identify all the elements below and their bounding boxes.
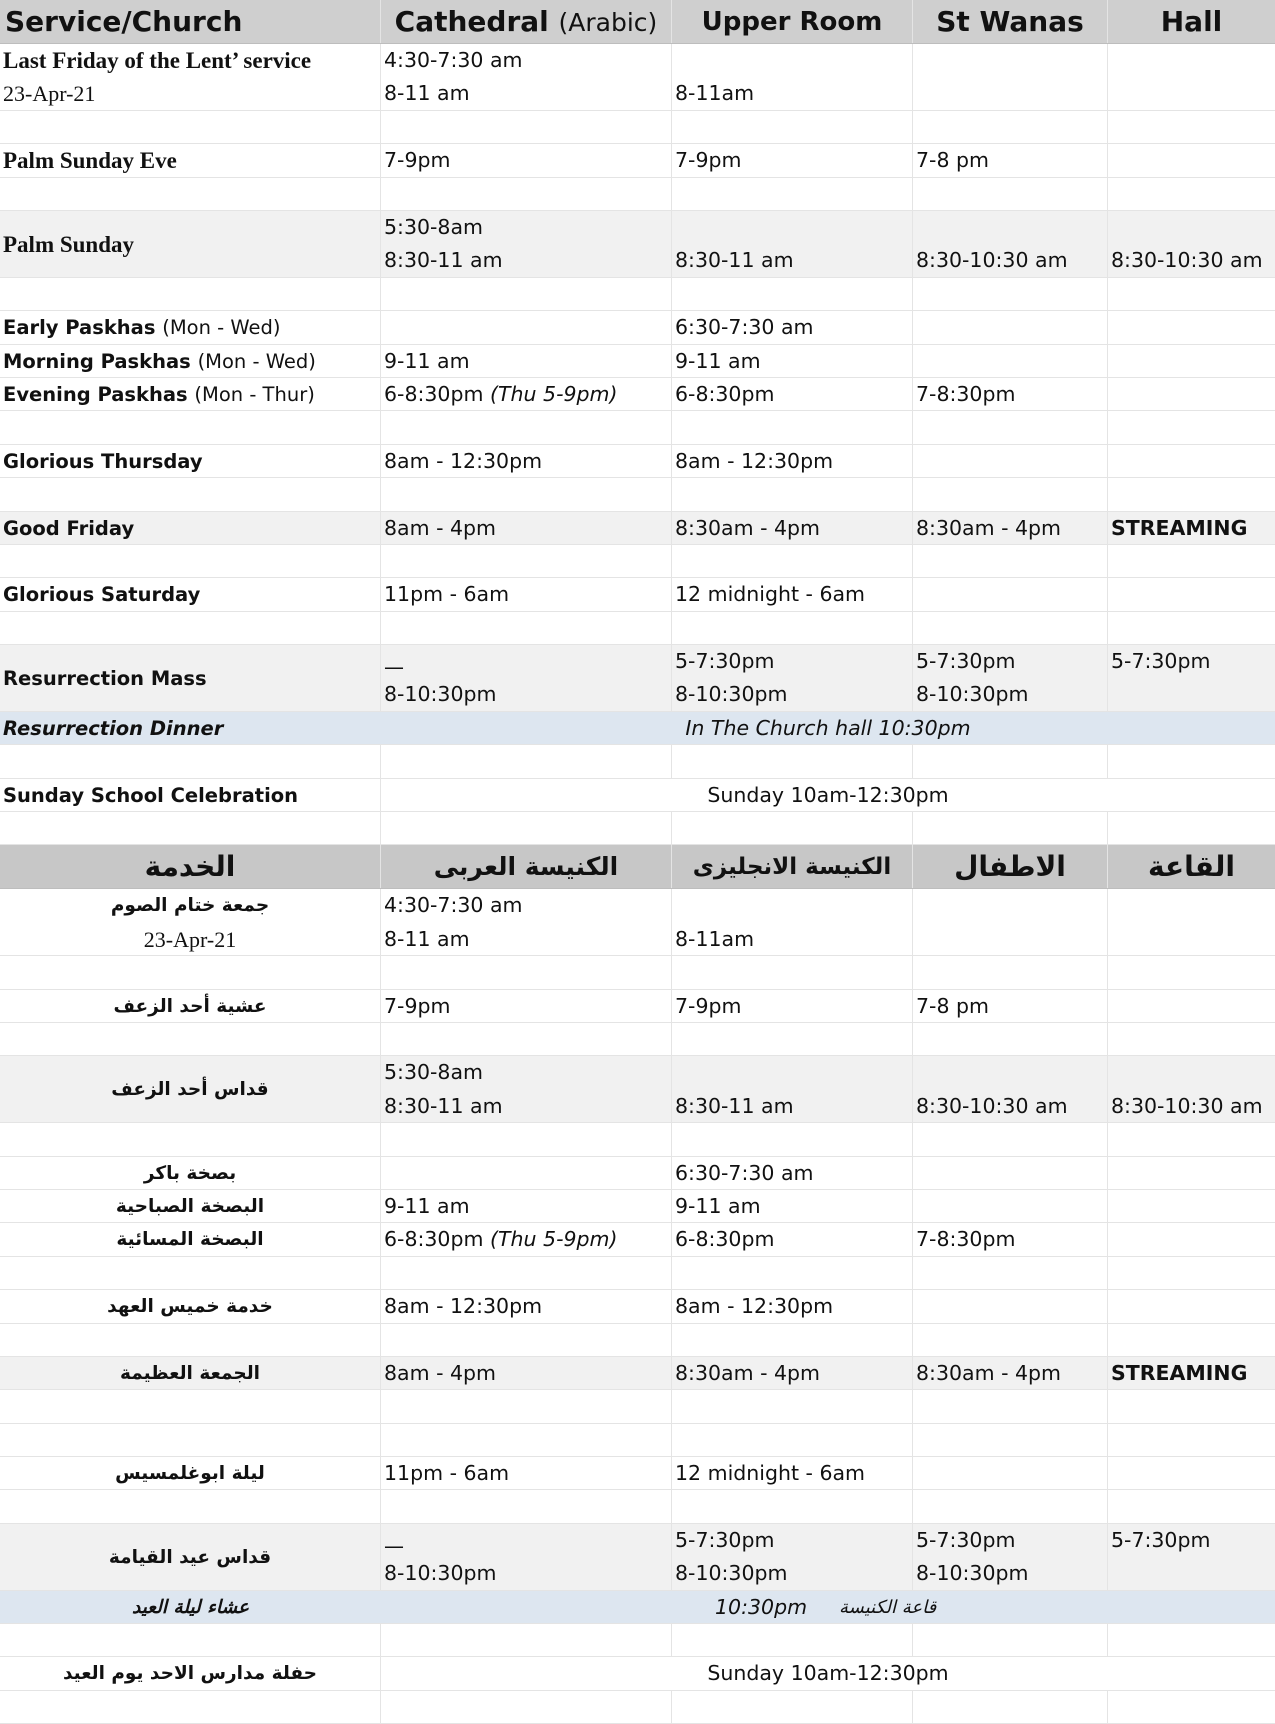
row-evening-paskhas: [0, 378, 1275, 411]
dinner-time-ar: 10:30pm: [715, 1594, 808, 1619]
row-resurrection-mass: [0, 645, 1275, 712]
header-service-ar: الخدمة: [144, 850, 236, 884]
st-wanas-time: 7-8 pm: [916, 148, 989, 173]
header-st-wanas-ar: الاطفال: [954, 850, 1066, 884]
cathedral-time: 6-8:30pm (Thu 5-9pm): [384, 1227, 618, 1252]
upper-room-time: 9-11 am: [675, 348, 761, 373]
header-hall-ar: القاعة: [1148, 850, 1235, 884]
row-glorious-saturday-ar: [0, 1457, 1275, 1490]
spacer-row: [0, 478, 1275, 511]
header-service-church: Service/Church: [5, 5, 243, 38]
service-title-ar: عشية أحد الزعف: [113, 995, 267, 1017]
hall-streaming: STREAMING: [1111, 515, 1248, 540]
header-hall: Hall: [1160, 5, 1223, 38]
row-sunday-school-ar: [0, 1657, 1275, 1690]
spacer-row: [0, 1023, 1275, 1056]
service-title: Palm Sunday: [3, 231, 135, 257]
upper-room-time: 8:30am - 4pm: [675, 515, 821, 540]
service-title: Morning Paskhas (Mon - Wed): [3, 349, 316, 373]
service-title: Last Friday of the Lent’ service: [3, 48, 312, 73]
spacer-row: [0, 178, 1275, 211]
dinner-place-ar: قاعة الكنيسة: [839, 1596, 937, 1618]
spacer-row: [0, 278, 1275, 311]
dinner-info: In The Church hall 10:30pm: [685, 715, 971, 740]
cathedral-time: 8:30-11 am: [384, 1093, 503, 1118]
st-wanas-time: 5-7:30pm: [916, 649, 1016, 674]
cathedral-dash: —: [384, 1533, 404, 1558]
upper-room-time: 6:30-7:30 am: [675, 315, 814, 340]
cathedral-time: 8-11 am: [384, 81, 470, 106]
st-wanas-time: 8-10:30pm: [916, 682, 1029, 707]
spacer-row: [0, 1624, 1275, 1657]
cathedral-time: 4:30-7:30 am: [384, 48, 523, 72]
service-title-ar: البصخة الصباحية: [115, 1195, 265, 1217]
cathedral-dash: —: [384, 655, 404, 680]
service-title-ar: قداس عيد القيامة: [108, 1546, 272, 1568]
hall-streaming: STREAMING: [1111, 1360, 1248, 1385]
header-st-wanas: St Wanas: [936, 5, 1084, 38]
service-title-ar: خدمة خميس العهد: [107, 1296, 273, 1318]
spacer-row: [0, 1424, 1275, 1457]
cathedral-time: 8:30-11 am: [384, 248, 503, 273]
spacer-row: [0, 1390, 1275, 1423]
service-title-ar: ليلة ابوغلمسيس: [115, 1463, 265, 1485]
upper-room-time: 8-10:30pm: [675, 1561, 788, 1586]
arabic-header-row: [0, 845, 1275, 889]
cathedral-time: 8am - 4pm: [384, 515, 497, 540]
cathedral-time: 8-11 am: [384, 926, 470, 951]
row-evening-paskhas-ar: [0, 1223, 1275, 1256]
cathedral-time: 6-8:30pm (Thu 5-9pm): [384, 381, 618, 406]
row-good-friday: [0, 512, 1275, 545]
upper-room-time: 6:30-7:30 am: [675, 1160, 814, 1185]
upper-room-time: 8:30am - 4pm: [675, 1360, 821, 1385]
upper-room-time: 8:30-11 am: [675, 1093, 794, 1118]
service-title-ar: البصخة المسائية: [116, 1229, 264, 1251]
hall-time: 8:30-10:30 am: [1111, 248, 1263, 273]
service-title: Evening Paskhas (Mon - Thur): [3, 382, 315, 406]
st-wanas-time: 8:30-10:30 am: [916, 1093, 1068, 1118]
cathedral-time: 8am - 12:30pm: [384, 448, 543, 473]
hall-time: 8:30-10:30 am: [1111, 1093, 1263, 1118]
st-wanas-time: 8:30am - 4pm: [916, 1360, 1062, 1385]
upper-room-time: 7-9pm: [675, 993, 742, 1018]
row-palm-sunday-eve: [0, 144, 1275, 177]
st-wanas-time: 7-8:30pm: [916, 1227, 1016, 1252]
spacer-row: [0, 411, 1275, 444]
service-title: Palm Sunday Eve: [3, 148, 177, 174]
cathedral-time: 7-9pm: [384, 148, 451, 173]
row-morning-paskhas-ar: [0, 1190, 1275, 1223]
upper-room-time: 8-10:30pm: [675, 682, 788, 707]
row-glorious-thursday: [0, 445, 1275, 478]
cathedral-time: 8am - 12:30pm: [384, 1294, 543, 1319]
row-sunday-school: [0, 779, 1275, 812]
cathedral-time: 5:30-8am: [384, 1060, 484, 1085]
st-wanas-time: 5-7:30pm: [916, 1527, 1016, 1552]
cathedral-time: 11pm - 6am: [384, 1461, 510, 1486]
header-upper-room: Upper Room: [701, 7, 883, 37]
upper-room-time: 7-9pm: [675, 148, 742, 173]
cathedral-time: 8-10:30pm: [384, 1561, 497, 1586]
english-header-row: [0, 0, 1275, 44]
upper-room-time: 5-7:30pm: [675, 649, 775, 674]
cathedral-time: 8am - 4pm: [384, 1360, 497, 1385]
spacer-row: [0, 812, 1275, 845]
service-title-ar: الجمعة العظيمة: [119, 1362, 261, 1384]
sunday-school-info: Sunday 10am-12:30pm: [707, 1661, 949, 1686]
service-title: Early Paskhas (Mon - Wed): [3, 316, 281, 340]
row-palm-sunday-ar: [0, 1056, 1275, 1123]
cathedral-time: 4:30-7:30 am: [384, 893, 523, 918]
st-wanas-time: 7-8:30pm: [916, 381, 1016, 406]
spacer-row: [0, 956, 1275, 989]
service-title-ar: جمعة ختام الصوم: [110, 895, 270, 917]
service-title-ar: حفلة مدارس الاحد يوم العيد: [62, 1663, 318, 1685]
st-wanas-time: 8-10:30pm: [916, 1561, 1029, 1586]
row-glorious-thursday-ar: [0, 1290, 1275, 1323]
spacer-row: [0, 1490, 1275, 1523]
spacer-row: [0, 1123, 1275, 1156]
spacer-row: [0, 745, 1275, 778]
upper-room-time: 6-8:30pm: [675, 1227, 775, 1252]
cathedral-time: 9-11 am: [384, 348, 470, 373]
header-upper-room-ar: الكنيسة الانجليزى: [692, 854, 892, 881]
row-good-friday-ar: [0, 1357, 1275, 1390]
upper-room-time: 5-7:30pm: [675, 1527, 775, 1552]
header-cathedral: Cathedral (Arabic): [394, 5, 658, 38]
cathedral-time: 8-10:30pm: [384, 682, 497, 707]
cathedral-time: 9-11 am: [384, 1193, 470, 1218]
upper-room-time: 9-11 am: [675, 1193, 761, 1218]
spacer-row: [0, 1324, 1275, 1357]
service-title: Sunday School Celebration: [3, 783, 299, 807]
upper-room-time: 8am - 12:30pm: [675, 1294, 834, 1319]
row-glorious-saturday: [0, 578, 1275, 611]
service-title-ar: قداس أحد الزعف: [111, 1079, 269, 1101]
upper-room-time: 12 midnight - 6am: [675, 1461, 866, 1486]
cathedral-time: 7-9pm: [384, 993, 451, 1018]
upper-room-time: 8:30-11 am: [675, 248, 794, 273]
service-date: 23-Apr-21: [143, 926, 237, 952]
row-last-friday-ar: [0, 889, 1275, 956]
upper-room-time: 12 midnight - 6am: [675, 582, 866, 607]
upper-room-time: 8am - 12:30pm: [675, 448, 834, 473]
spacer-row: [0, 612, 1275, 645]
spacer-row: [0, 545, 1275, 578]
st-wanas-time: 7-8 pm: [916, 993, 989, 1018]
sunday-school-info: Sunday 10am-12:30pm: [707, 782, 949, 807]
spacer-row: [0, 1691, 1275, 1724]
spacer-row: [0, 1257, 1275, 1290]
service-title-ar: عشاء ليلة العيد: [131, 1596, 250, 1618]
row-morning-paskhas: [0, 345, 1275, 378]
hall-time: 5-7:30pm: [1111, 649, 1211, 674]
row-early-paskhas: [0, 311, 1275, 344]
row-last-friday: [0, 44, 1275, 111]
row-resurrection-mass-ar: [0, 1524, 1275, 1591]
service-title: Glorious Saturday: [3, 583, 201, 607]
st-wanas-time: 8:30-10:30 am: [916, 248, 1068, 273]
service-date: 23-Apr-21: [3, 81, 96, 107]
st-wanas-time: 8:30am - 4pm: [916, 515, 1062, 540]
hall-time: 5-7:30pm: [1111, 1527, 1211, 1552]
row-early-paskhas-ar: [0, 1157, 1275, 1190]
header-cathedral-ar: الكنيسة العربى: [433, 852, 619, 882]
service-title: Resurrection Mass: [3, 666, 207, 690]
row-palm-sunday-eve-ar: [0, 990, 1275, 1023]
service-title: Glorious Thursday: [3, 449, 203, 473]
cathedral-time: 11pm - 6am: [384, 582, 510, 607]
upper-room-time: 8-11am: [675, 81, 755, 106]
row-resurrection-dinner: [0, 712, 1275, 745]
service-title-ar: بصخة باكر: [143, 1162, 237, 1184]
service-title: Resurrection Dinner: [3, 716, 224, 740]
spacer-row: [0, 111, 1275, 144]
upper-room-time: 8-11am: [675, 926, 755, 951]
row-palm-sunday: [0, 211, 1275, 278]
service-title: Good Friday: [3, 516, 135, 540]
upper-room-time: 6-8:30pm: [675, 381, 775, 406]
row-resurrection-dinner-ar: [0, 1591, 1275, 1624]
cathedral-time: 5:30-8am: [384, 214, 484, 239]
